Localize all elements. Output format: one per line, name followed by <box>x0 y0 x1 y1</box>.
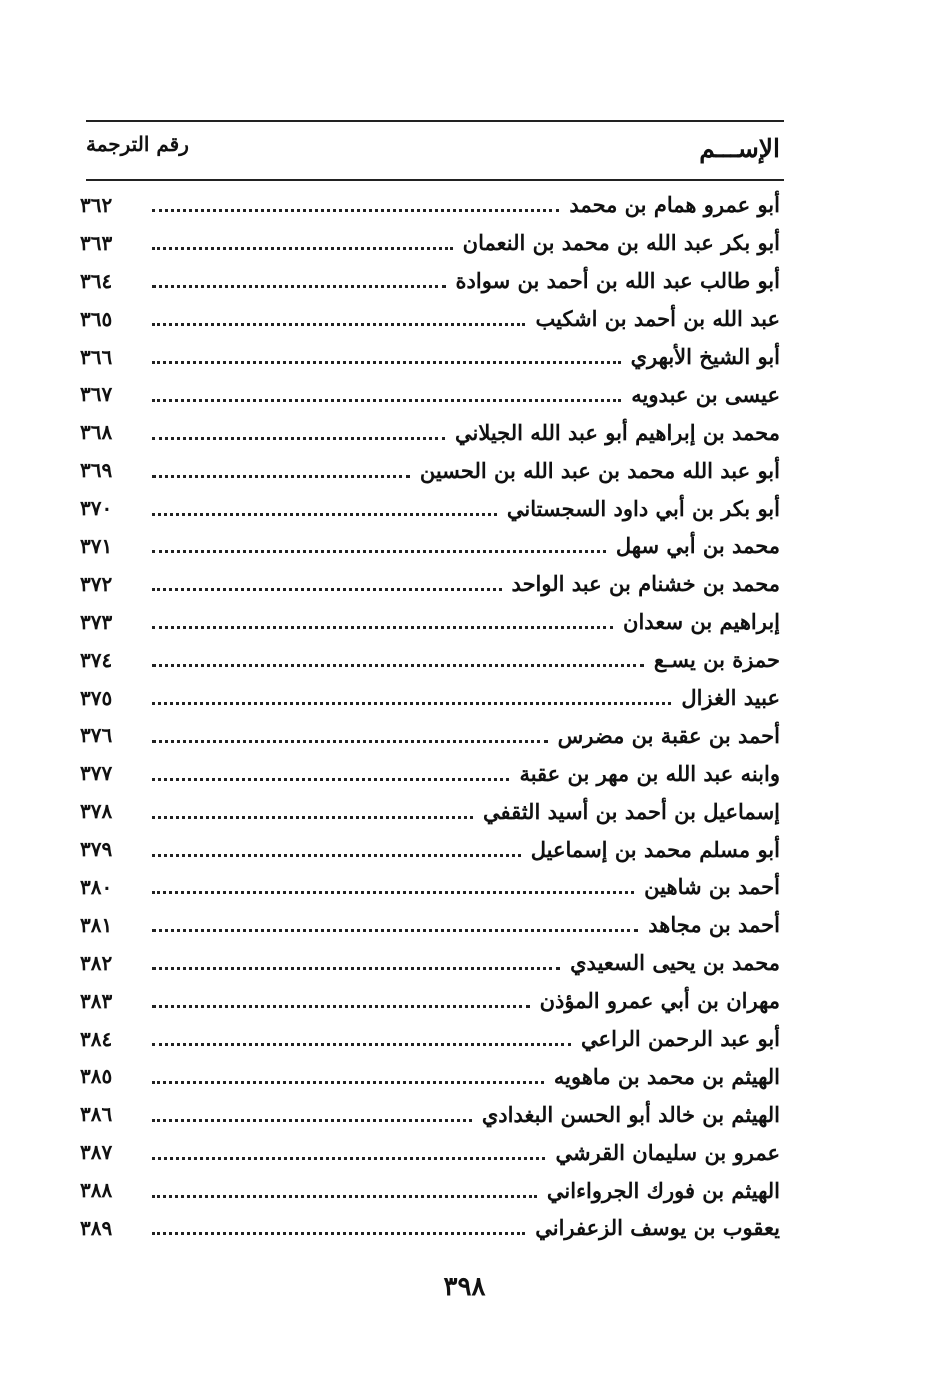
list-item <box>80 565 780 603</box>
dot-leader <box>152 285 446 288</box>
dot-leader <box>152 1043 571 1046</box>
entry-name: أبو مسلم محمد بن إسماعيل <box>530 836 780 862</box>
entry-number: ٣٨٣ <box>80 988 113 1013</box>
entry-number: ٣٨٨ <box>80 1178 113 1203</box>
list-item <box>80 489 780 527</box>
entry-name: أحمد بن شاهين <box>644 874 780 900</box>
entry-number: ٣٦٦ <box>80 344 113 369</box>
number-column-header: رقم الترجمة <box>86 132 189 156</box>
list-item <box>80 830 780 868</box>
entry-number: ٣٦٣ <box>80 230 113 255</box>
list-item <box>80 641 780 679</box>
dot-leader <box>152 247 453 250</box>
entry-name: مهران بن أبي عمرو المؤذن <box>539 988 780 1014</box>
entry-number: ٣٨٢ <box>80 950 113 975</box>
entry-name: إسماعيل بن أحمد بن أسيد الثقفي <box>482 798 780 824</box>
entry-name: يعقوب بن يوسف الزعفراني <box>535 1215 780 1241</box>
top-rule <box>86 120 784 122</box>
list-item <box>80 300 780 338</box>
entry-number: ٣٧٥ <box>80 685 113 710</box>
entry-name: عيسى بن عبدويه <box>631 381 780 407</box>
list-item <box>80 982 780 1020</box>
list-item <box>80 792 780 830</box>
list-item <box>80 868 780 906</box>
entry-number: ٣٧٢ <box>80 571 113 596</box>
entry-name: أبو طالب عبد الله بن أحمد بن سوادة <box>455 268 780 294</box>
list-item <box>80 603 780 641</box>
entry-number: ٣٦٩ <box>80 458 113 483</box>
dot-leader <box>152 323 525 326</box>
list-item <box>80 906 780 944</box>
entry-name: أبو عمرو همام بن محمد <box>569 192 780 218</box>
list-item <box>80 1095 780 1133</box>
list-item <box>80 186 780 224</box>
entry-name: محمد بن أبي سهل <box>615 533 780 559</box>
list-item <box>80 679 780 717</box>
list-item <box>80 375 780 413</box>
entries-list <box>80 186 780 1247</box>
entry-name: محمد بن خشنام بن عبد الواحد <box>511 571 780 597</box>
table-header <box>86 128 784 172</box>
dot-leader <box>152 437 445 440</box>
dot-leader <box>152 740 548 743</box>
entry-name: حمزة بن يسـع <box>653 647 780 673</box>
entry-name: إبراهيم بن سعدان <box>623 609 780 635</box>
list-item <box>80 1057 780 1095</box>
dot-leader <box>152 967 560 970</box>
entry-number: ٣٧٧ <box>80 761 113 786</box>
entry-number: ٣٧٣ <box>80 609 113 634</box>
dot-leader <box>152 1232 525 1235</box>
list-item <box>80 527 780 565</box>
entry-number: ٣٨٤ <box>80 1026 113 1051</box>
entry-name: الهيثم بن فورك الجرواءاني <box>546 1177 780 1203</box>
entry-name: وابنه عبد الله بن مهر بن عقبة <box>519 760 780 786</box>
dot-leader <box>152 854 521 857</box>
list-item <box>80 1133 780 1171</box>
dot-leader <box>152 664 644 667</box>
entry-name: عبد الله بن أحمد بن اشكيب <box>535 306 780 332</box>
name-column-header: الإســـم <box>699 134 780 163</box>
list-item <box>80 338 780 376</box>
list-item <box>80 451 780 489</box>
entry-number: ٣٧١ <box>80 533 113 558</box>
list-item <box>80 224 780 262</box>
entry-name: أحمد بن عقبة بن مضرس <box>557 722 780 748</box>
entry-name: أبو بكر عبد الله بن محمد بن النعمان <box>462 230 780 256</box>
dot-leader <box>152 1119 472 1122</box>
entry-name: أبو الشيخ الأبهري <box>630 344 780 369</box>
entry-number: ٣٦٤ <box>80 268 113 293</box>
list-item <box>80 754 780 792</box>
dot-leader <box>152 1157 545 1160</box>
entry-number: ٣٧٠ <box>80 496 113 521</box>
entry-name: أبو بكر بن أبي داود السجستاني <box>506 495 780 521</box>
list-item <box>80 1020 780 1058</box>
dot-leader <box>152 702 671 705</box>
dot-leader <box>152 1195 537 1198</box>
dot-leader <box>152 475 410 478</box>
dot-leader <box>152 588 502 591</box>
dot-leader <box>152 891 634 894</box>
dot-leader <box>152 816 473 819</box>
entry-number: ٣٦٨ <box>80 420 113 445</box>
entry-name: أحمد بن مجاهد <box>648 912 780 938</box>
entry-number: ٣٧٨ <box>80 799 113 824</box>
entry-number: ٣٦٢ <box>80 192 113 217</box>
dot-leader <box>152 929 638 932</box>
entry-name: أبو عبد الله محمد بن عبد الله بن الحسين <box>419 457 780 483</box>
header-rule <box>86 179 784 181</box>
entry-name: الهيثم بن خالد أبو الحسن البغدادي <box>481 1101 780 1127</box>
list-item <box>80 413 780 451</box>
entry-name: محمد بن إبراهيم أبو عبد الله الجيلاني <box>454 419 780 445</box>
dot-leader <box>152 626 613 629</box>
dot-leader <box>152 778 509 781</box>
entry-name: عمرو بن سليمان القرشي <box>555 1139 780 1165</box>
entry-name: محمد بن يحيى السعيدي <box>570 950 780 976</box>
dot-leader <box>152 361 621 364</box>
entry-number: ٣٨٧ <box>80 1140 113 1165</box>
dot-leader <box>152 209 559 212</box>
dot-leader <box>152 1005 530 1008</box>
entry-number: ٣٧٩ <box>80 837 113 862</box>
entry-name: عبيد الغزال <box>681 685 780 711</box>
dot-leader <box>152 513 497 516</box>
list-item <box>80 262 780 300</box>
dot-leader <box>152 1081 544 1084</box>
list-item <box>80 716 780 754</box>
entry-number: ٣٧٤ <box>80 647 113 672</box>
page-number: ٣٩٨ <box>443 1272 486 1302</box>
entry-name: أبو عبد الرحمن الراعي <box>581 1026 780 1052</box>
entry-number: ٣٨٠ <box>80 874 113 899</box>
entry-number: ٣٧٦ <box>80 723 113 748</box>
entry-number: ٣٦٧ <box>80 382 113 407</box>
dot-leader <box>152 399 621 402</box>
list-item <box>80 944 780 982</box>
entry-number: ٣٨٥ <box>80 1064 113 1089</box>
dot-leader <box>152 550 606 553</box>
entry-number: ٣٨٩ <box>80 1215 113 1240</box>
entry-number: ٣٨٦ <box>80 1102 113 1127</box>
entry-number: ٣٨١ <box>80 912 113 937</box>
entry-name: الهيثم بن محمد بن ماهويه <box>553 1063 780 1089</box>
entry-number: ٣٦٥ <box>80 306 113 331</box>
list-item <box>80 1209 780 1247</box>
list-item <box>80 1171 780 1209</box>
